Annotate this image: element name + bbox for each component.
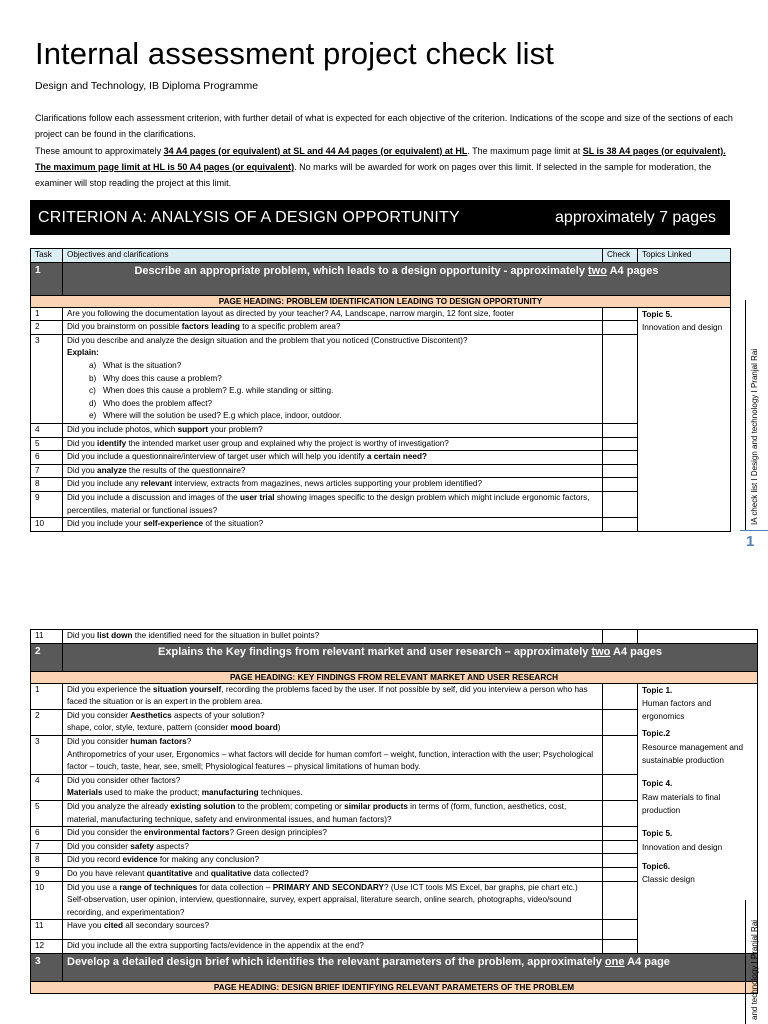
table-row: 8 Did you record evidence for making any conclusion? [31, 854, 758, 868]
check-cell[interactable] [603, 423, 638, 437]
table-row: 12 Did you include all the extra supporting facts/evidence in the appendix at the end? [31, 940, 758, 954]
check-cell[interactable] [603, 881, 638, 920]
check-cell[interactable] [603, 867, 638, 881]
criterion-title: CRITERION A: ANALYSIS OF A DESIGN OPPORTUNITY [38, 208, 460, 226]
check-cell[interactable] [603, 827, 638, 841]
check-cell[interactable] [603, 321, 638, 335]
check-cell[interactable] [603, 451, 638, 465]
table-row: 10 Did you include your self-experience of the situation? [31, 518, 731, 532]
check-cell[interactable] [603, 437, 638, 451]
check-cell[interactable] [603, 709, 638, 735]
checklist-table-1 [30, 248, 731, 532]
table-row: 11 Have you cited all secondary sources? [31, 920, 758, 940]
check-cell[interactable] [603, 854, 638, 868]
intro-paragraph-2: These amount to approximately 34 A4 pages (or equivalent) at SL and 44 A4 pages (or equivalent) at HL. The maximum page limit at SL is 38 A4 pages (or equivalent). The maximum page limit at HL is 50 A4 pages (or equivalent). No marks will be awarded for work on pages over this limit. If selected in the sample for moderation, the examiner will stop reading the project at this limit. [35, 145, 726, 189]
section-row-1: 1 Describe an appropriate problem, which leads to a design opportunity - approximately two A4 pages [31, 262, 731, 295]
criterion-pages: approximately 7 pages [555, 208, 716, 226]
topics-cell: Topic 5. Innovation and design [638, 307, 731, 531]
table-row: 8 Did you include any relevant interview, extracts from magazines, news articles supporting your problem identified? [31, 478, 731, 492]
document-subtitle: Design and Technology, IB Diploma Programme [35, 80, 259, 92]
check-cell[interactable] [603, 478, 638, 492]
table-row: 10 Did you use a range of techniques for data collection – PRIMARY AND SECONDARY? (Use ICT tools MS Excel, bar graphs, pie chart etc.) Self-observation, user opinion, interview, questionnaire, survey, expert appraisal, literature search, online search, photographs, video/sound recording, and experimentation? [31, 881, 758, 920]
page-heading-row: PAGE HEADING: PROBLEM IDENTIFICATION LEADING TO DESIGN OPPORTUNITY [31, 295, 731, 307]
check-cell[interactable] [603, 464, 638, 478]
table-row: 2 Did you consider Aesthetics aspects of your solution? shape, color, style, texture, pattern (consider mood board) [31, 709, 758, 735]
section-row-3: 3 Develop a detailed design brief which identifies the relevant parameters of the problem, approximately one A4 page [31, 953, 758, 981]
col-check: Check [603, 249, 638, 263]
side-divider-2 [745, 900, 746, 1024]
page-title: Internal assessment project check list [35, 36, 554, 71]
table-header-row [31, 249, 731, 263]
page-heading-row: PAGE HEADING: KEY FINDINGS FROM RELEVANT MARKET AND USER RESEARCH [31, 671, 758, 683]
table-row: 1 Did you experience the situation yourself, recording the problems faced by the user. If not possible by self, did you interview a person who has faced the situation or is an expert in the problem area. Topic 1. Human factors and ergonomics Topic.2 Resource management and sustainable production Topic 4. Raw materials to final production Topic 5. Innovation and design Topic6. Classic design [31, 683, 758, 709]
check-cell[interactable] [603, 630, 638, 644]
table-row: 4 Did you consider other factors? Materials used to make the product; manufacturing techniques. [31, 774, 758, 800]
table-row: 2 Did you brainstorm on possible factors leading to a specific problem area? [31, 321, 731, 335]
page-heading-row: PAGE HEADING: DESIGN BRIEF IDENTIFYING RELEVANT PARAMETERS OF THE PROBLEM [31, 981, 758, 993]
check-cell[interactable] [603, 735, 638, 774]
check-cell[interactable] [603, 774, 638, 800]
table-row: 6 Did you include a questionnaire/interview of target user which will help you identify a certain need? [31, 451, 731, 465]
page-number-rule [740, 530, 768, 531]
table-row: 5 Did you identify the intended market user group and explained why the project is worthy of investigation? [31, 437, 731, 451]
table-row: 6 Did you consider the environmental factors? Green design principles? [31, 827, 758, 841]
check-cell[interactable] [603, 800, 638, 826]
check-cell[interactable] [603, 940, 638, 954]
table-row: 7 Did you consider safety aspects? [31, 840, 758, 854]
check-cell[interactable] [603, 518, 638, 532]
table-row: 9 Do you have relevant quantitative and qualitative data collected? [31, 867, 758, 881]
table-row: 9 Did you include a discussion and images of the user trial showing images specific to the design problem which might include ergonomic factors, percentiles, material or functional issues? [31, 491, 731, 517]
table-row: 3 Did you describe and analyze the design situation and the problem that you noticed (Constructive Discontent)? Explain: a) What is the situation? b) Why does this cause a problem? c) When does this cause a problem? E.g. while standing or sitting. d) Who does the problem affect? e) Where will the solution be used? E.g which place, indoor, outdoor. [31, 334, 731, 423]
col-objectives: Objectives and clarifications [63, 249, 603, 263]
table-row: 1 Are you following the documentation layout as directed by your teacher? A4, Landscape, narrow margin, 12 font size, footer Topic 5. Innovation and design [31, 307, 731, 321]
check-cell[interactable] [603, 840, 638, 854]
check-cell[interactable] [603, 334, 638, 423]
page-number: 1 [746, 533, 755, 550]
table-row: 3 Did you consider human factors? Anthropometrics of your user, Ergonomics – what factors will decide for human comfort – weight, function, interaction with the user; Psychological factor – touch, taste, hear, see, smell; Physiological features – physical limitations of human body. [31, 735, 758, 774]
criterion-a-banner [30, 200, 730, 235]
table-row: 4 Did you include photos, which support your problem? [31, 423, 731, 437]
side-divider [745, 300, 746, 530]
side-footer-text: IA check list I Design and technology I Pranjal Rai [750, 348, 759, 525]
explain-list: a) What is the situation? b) Why does this cause a problem? c) When does this cause a problem? E.g. while standing or sitting. d) Who does the problem affect? e) Where will the solution be used? E.g which place, indoor, outdoor. [89, 360, 342, 421]
table-row: 11 Did you list down the identified need for the situation in bullet points? [31, 630, 758, 644]
col-task: Task [31, 249, 63, 263]
checklist-table-2 [30, 629, 758, 994]
check-cell[interactable] [603, 920, 638, 940]
check-cell[interactable] [603, 683, 638, 709]
check-cell[interactable] [603, 491, 638, 517]
section-row-2: 2 Explains the Key findings from relevant market and user research – approximately two A4 pages [31, 643, 758, 671]
topics-cell: Topic 1. Human factors and ergonomics Topic.2 Resource management and sustainable production Topic 4. Raw materials to final production Topic 5. Innovation and design Topic6. Classic design [638, 683, 758, 953]
table-row: 7 Did you analyze the results of the questionnaire? [31, 464, 731, 478]
intro-text [35, 110, 735, 191]
side-footer-text-2: and technology I Pranjal Rai [750, 919, 759, 1020]
check-cell[interactable] [603, 307, 638, 321]
intro-paragraph-1: Clarifications follow each assessment criterion, with further detail of what is expected for each objective of the criterion. Indications of the scope and size of the sections of each project can be found in the clarifications. [35, 113, 733, 140]
col-topics: Topics Linked [638, 249, 731, 263]
table-row: 5 Did you analyze the already existing solution to the problem; competing or similar products in terms of (form, function, aesthetics, cost, material, manufacturing technique, safety and environmental issues, and human factors)? [31, 800, 758, 826]
